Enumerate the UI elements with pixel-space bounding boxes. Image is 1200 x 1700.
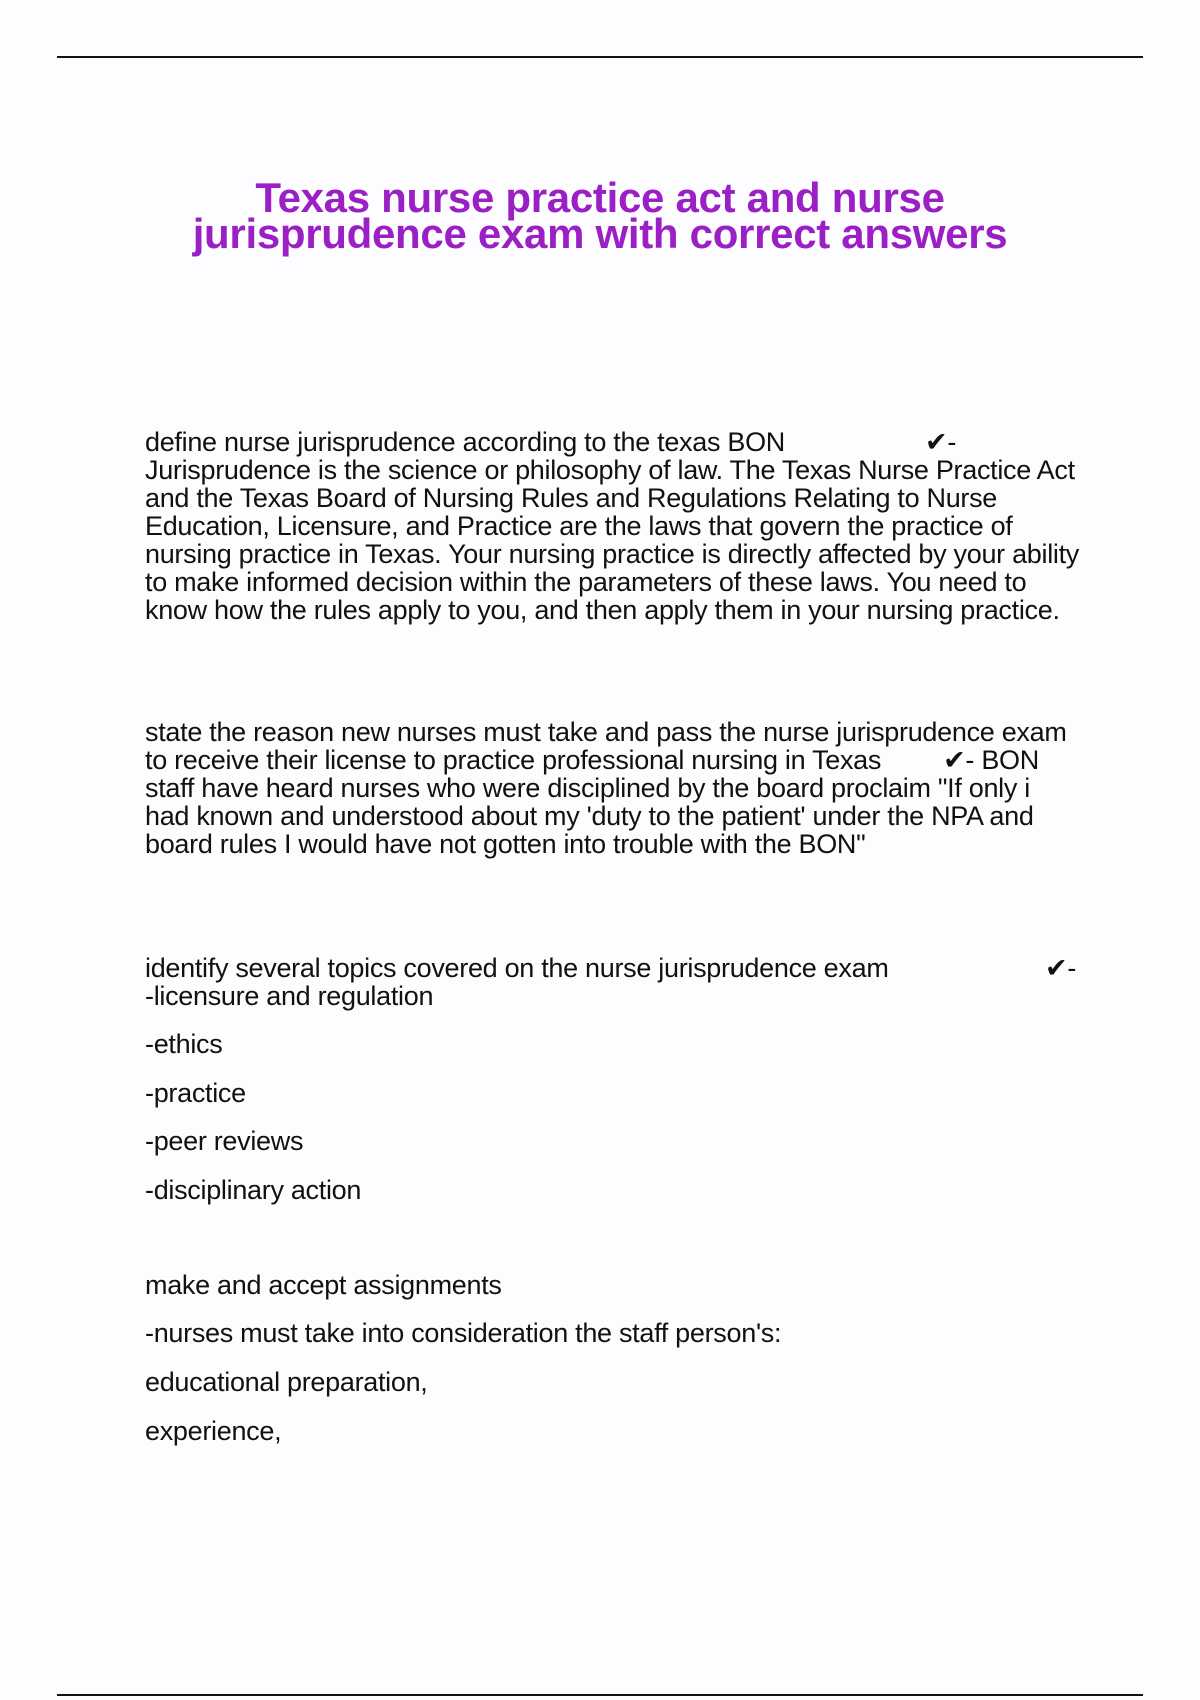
check-icon: ✔- (943, 745, 975, 775)
footer-rule (57, 1694, 1143, 1696)
title-line-2: jurisprudence exam with correct answers (192, 210, 1008, 257)
text-line: make and accept assignments (145, 1270, 502, 1300)
text-line: educational preparation, (145, 1367, 428, 1397)
question-1: define nurse jurisprudence according to the texas BON (145, 427, 785, 457)
topic-item: -practice (145, 1078, 246, 1108)
question-2: state the reason new nurses must take and pass the nurse jurisprudence exam to receive their license to practice professional nursing in Texas (145, 717, 1067, 775)
qa-block-3 (145, 954, 1095, 982)
topic-item: -disciplinary action (145, 1175, 362, 1205)
check-icon: ✔- (925, 427, 957, 457)
text-line: -nurses must take into consideration the staff person's: (145, 1318, 782, 1348)
topic-item: -licensure and regulation (145, 981, 434, 1011)
qa-block-1 (145, 428, 1095, 624)
topic-item: -peer reviews (145, 1126, 304, 1156)
header-rule (57, 56, 1143, 58)
document-title (100, 174, 1100, 257)
answer-1: Jurisprudence is the science or philosophy of law. The Texas Nurse Practice Act and the Texas Board of Nursing Rules and Regulations Relating to Nurse Education, Licensure, and Practice are the laws that govern the practice of nursing practice in Texas. Your nursing practice is directly affected by your ability to make informed decision within the parameters of these laws. You need to know how the rules apply to you, and then apply them in your nursing practice. (145, 455, 1080, 625)
text-line: experience, (145, 1416, 282, 1446)
topic-item: -ethics (145, 1029, 223, 1059)
qa-block-2 (145, 718, 1070, 858)
check-icon: ✔- (1045, 953, 1077, 983)
answer-2: BON staff have heard nurses who were disciplined by the board proclaim "If only i had known and understood about my 'duty to the patient' under the NPA and board rules I would have not gotten into trouble with the BON" (145, 745, 1039, 859)
question-3: identify several topics covered on the nurse jurisprudence exam (145, 953, 889, 983)
title-line-1: Texas nurse practice act and nurse (255, 174, 945, 221)
